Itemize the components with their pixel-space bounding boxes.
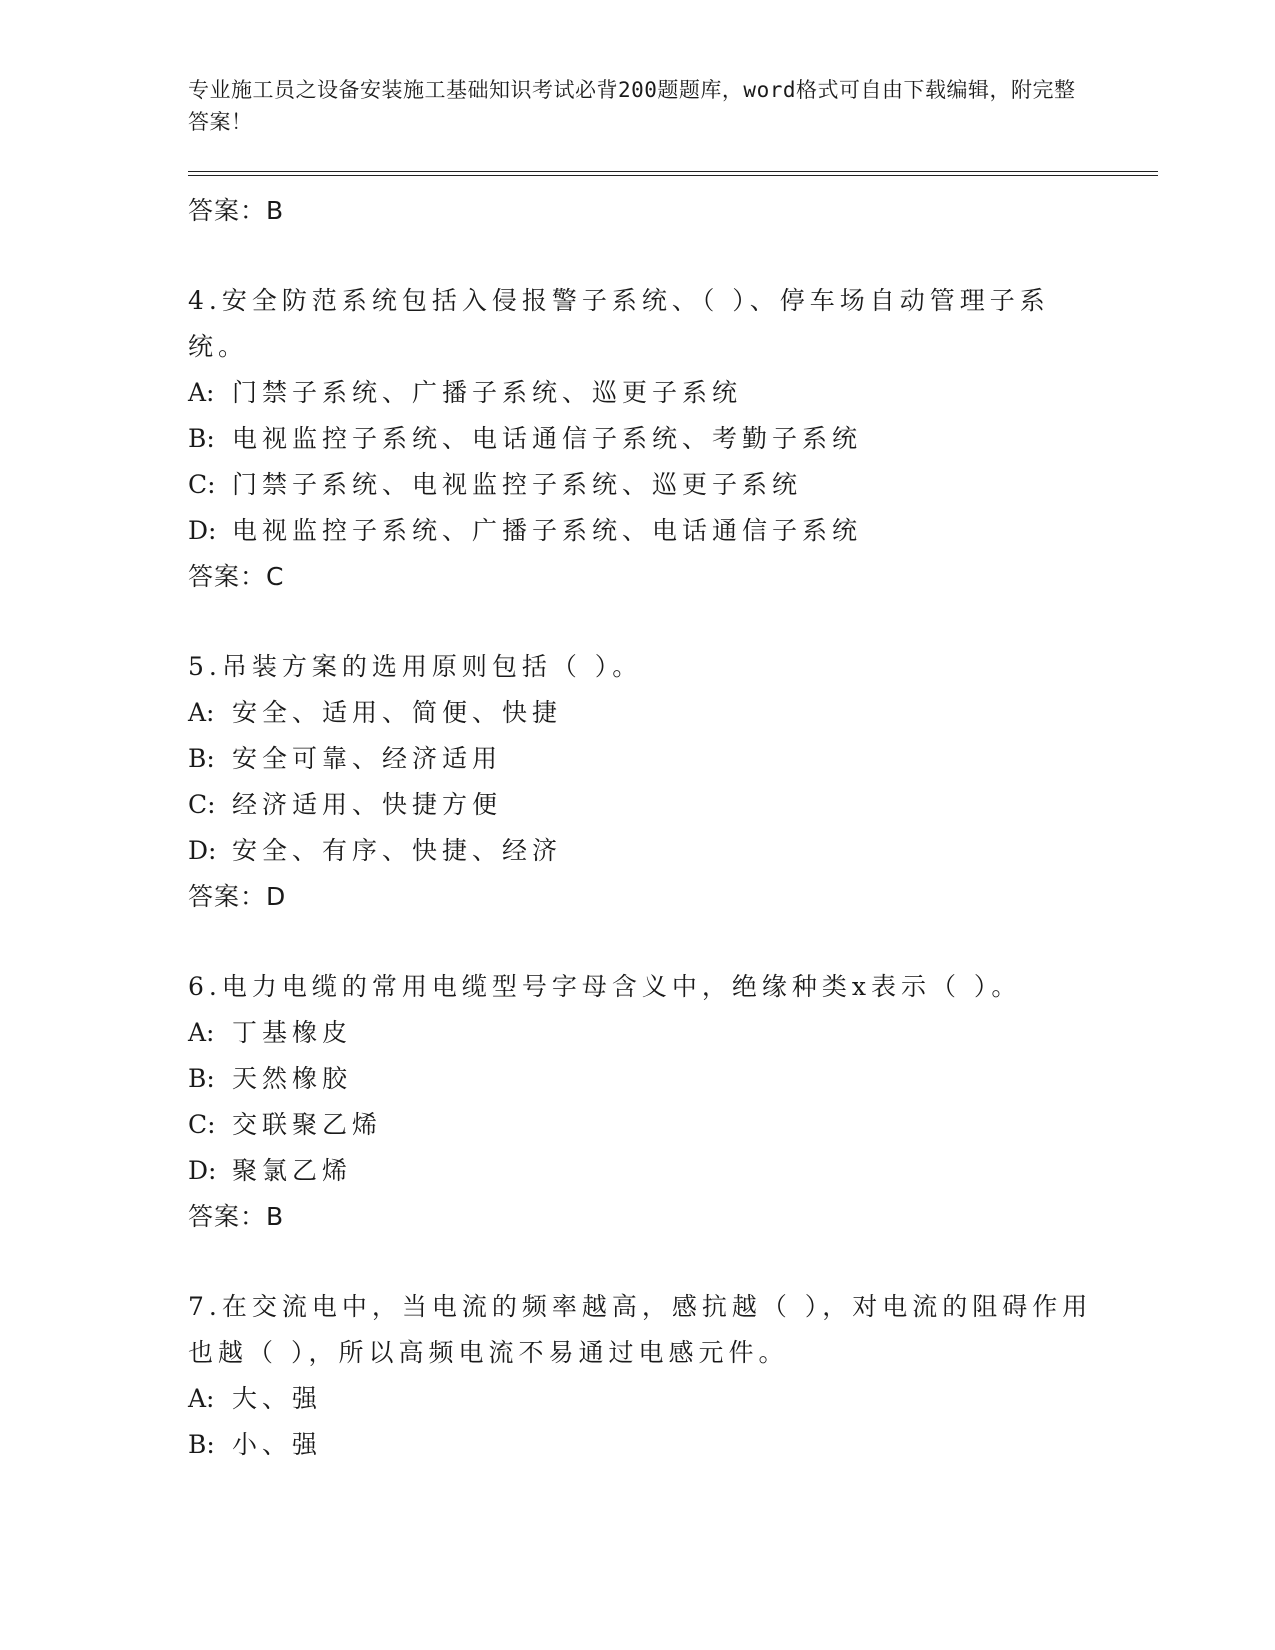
question-6 [188,964,1108,1240]
option-d [188,1148,1108,1194]
question-7 [188,1284,1108,1468]
page-header [188,74,1088,138]
answer-q3: 答案：B [188,196,285,225]
option-text: 电视监控子系统、电话通信子系统、考勤子系统 [232,424,863,453]
option-key: C: [188,1110,216,1139]
option-text: 天然橡胶 [232,1064,353,1093]
option-key: A: [188,1384,215,1413]
option-text: 聚氯乙烯 [232,1156,353,1185]
option-b [188,1422,1108,1468]
option-key: C: [188,470,216,499]
option-b [188,1056,1108,1102]
option-text: 大、强 [232,1384,323,1413]
answer-q6: 答案：B [188,1202,285,1231]
header-divider-bottom [188,175,1158,176]
option-text: 电视监控子系统、广播子系统、电话通信子系统 [232,516,863,545]
option-text: 门禁子系统、广播子系统、巡更子系统 [232,378,743,407]
option-b [188,736,1108,782]
question-stem: 7.在交流电中，当电流的频率越高，感抗越（ ），对电流的阻碍作用也越（ ），所以高频电流不易通过电感元件。 [188,1292,1093,1367]
option-b [188,416,1108,462]
option-text: 小、强 [232,1430,323,1459]
option-text: 丁基橡皮 [232,1018,353,1047]
question-5 [188,644,1108,920]
question-list [188,188,1108,1468]
question-stem: 4.安全防范系统包括入侵报警子系统、（ ）、停车场自动管理子系统。 [188,286,1050,361]
option-key: B: [188,744,215,773]
option-key: B: [188,1430,215,1459]
option-a [188,370,1108,416]
option-text: 交联聚乙烯 [232,1110,383,1139]
question-stem: 5.吊装方案的选用原则包括（ ）。 [188,652,643,681]
option-text: 安全、适用、简便、快捷 [232,698,563,727]
answer-q5: 答案：D [188,882,287,911]
option-key: D: [188,516,217,545]
option-c [188,782,1108,828]
question-4 [188,278,1108,600]
option-a [188,1010,1108,1056]
option-key: A: [188,1018,215,1047]
option-text: 门禁子系统、电视监控子系统、巡更子系统 [232,470,803,499]
option-text: 经济适用、快捷方便 [232,790,503,819]
question-stem: 6.电力电缆的常用电缆型号字母含义中，绝缘种类x表示（ ）。 [188,972,1022,1001]
option-key: C: [188,790,216,819]
option-key: B: [188,424,215,453]
document-title: 专业施工员之设备安装施工基础知识考试必背200题题库，word格式可自由下载编辑，附完整答案！ [188,78,1076,134]
header-divider-top [188,171,1158,172]
option-d [188,508,1108,554]
option-key: B: [188,1064,215,1093]
option-c [188,1102,1108,1148]
option-key: D: [188,836,217,865]
option-a [188,690,1108,736]
option-a [188,1376,1108,1422]
option-text: 安全可靠、经济适用 [232,744,503,773]
option-key: D: [188,1156,217,1185]
option-text: 安全、有序、快捷、经济 [232,836,563,865]
option-key: A: [188,698,215,727]
option-d [188,828,1108,874]
answer-q4: 答案：C [188,562,285,591]
option-key: A: [188,378,215,407]
option-c [188,462,1108,508]
